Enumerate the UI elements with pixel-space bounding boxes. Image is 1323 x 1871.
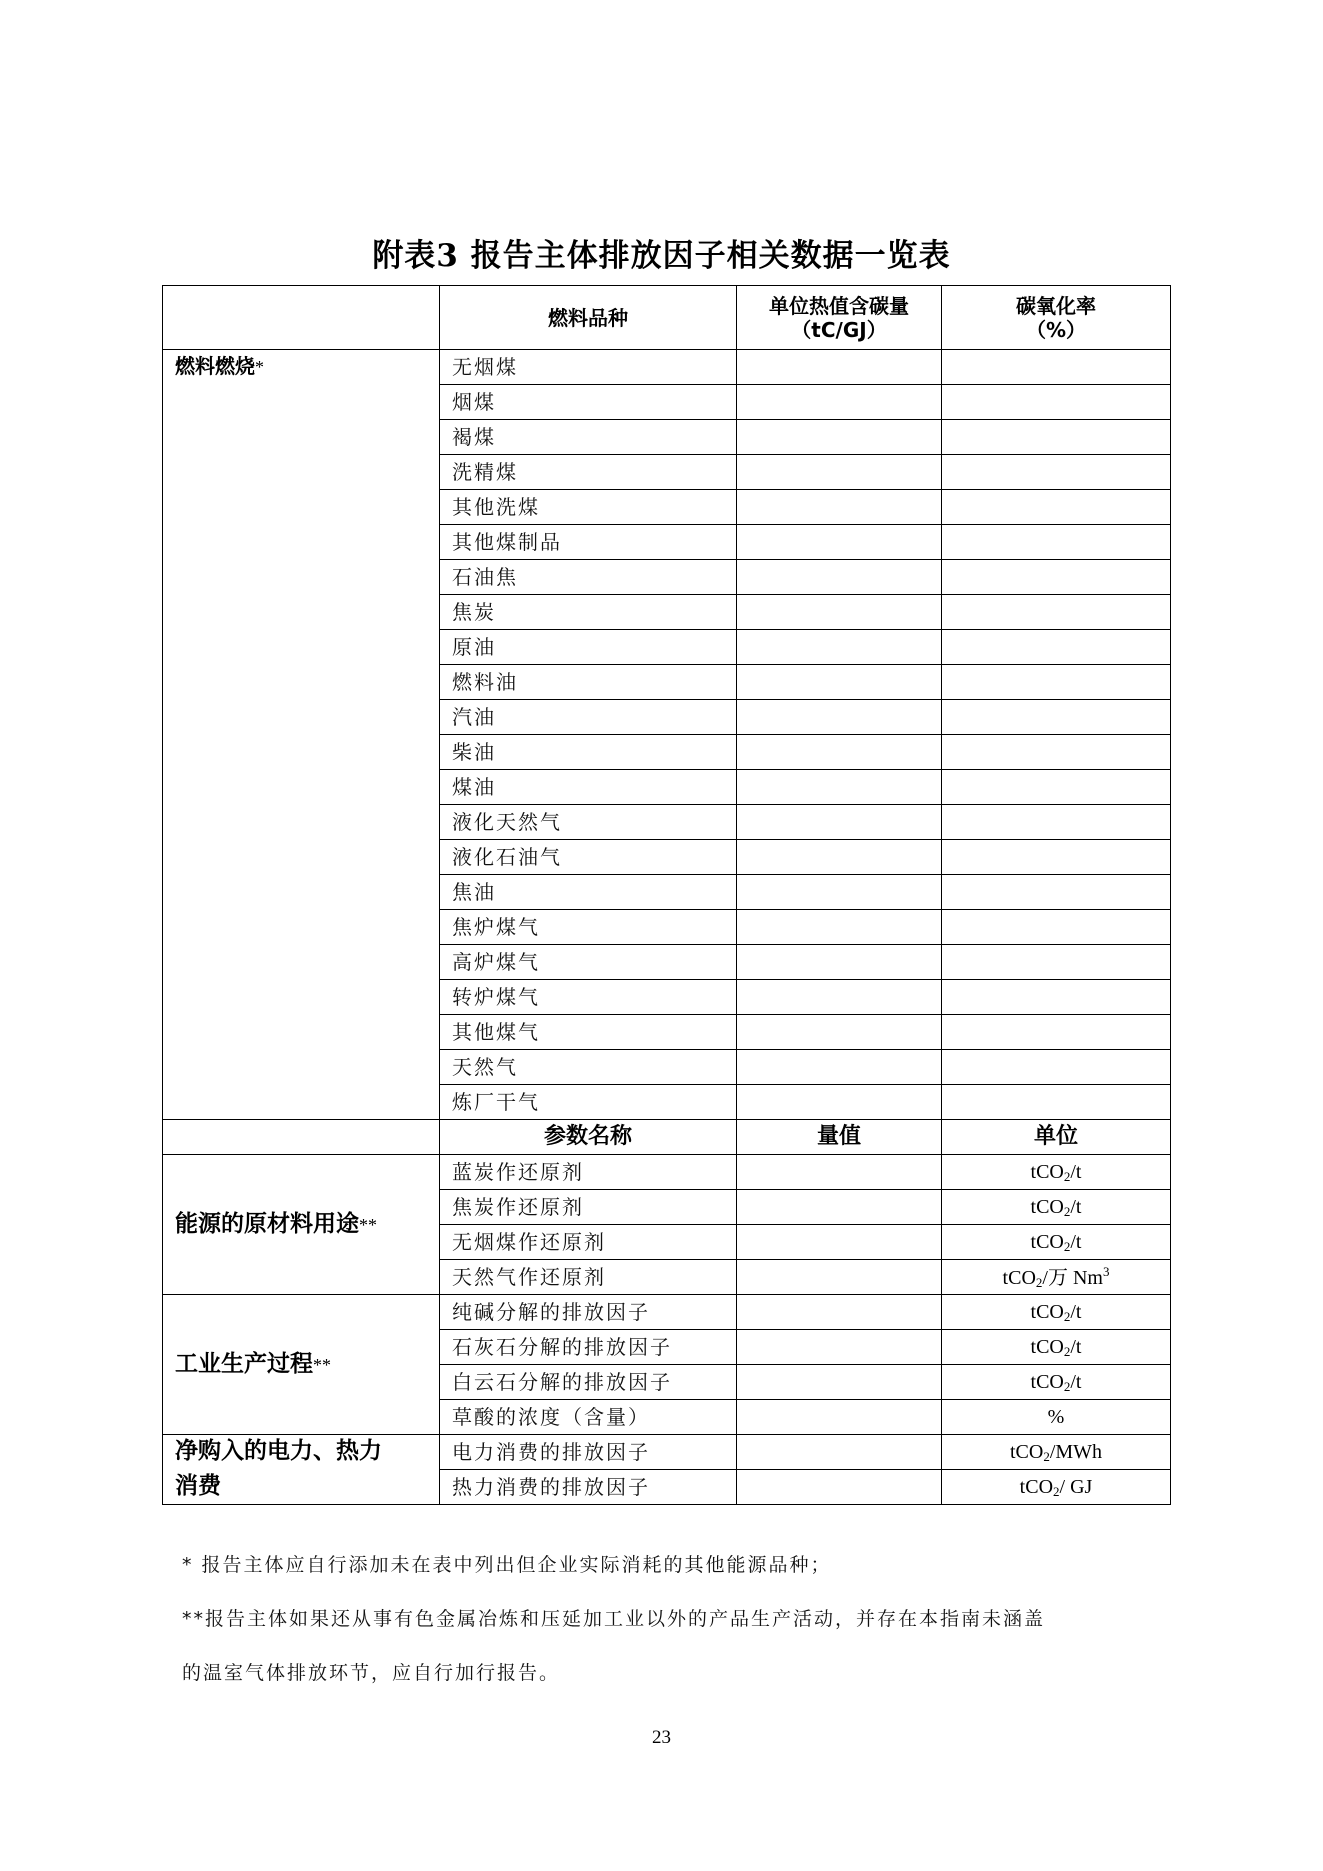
oxidation-rate-cell[interactable] — [942, 770, 1171, 805]
param-name: 蓝炭作还原剂 — [440, 1155, 737, 1190]
carbon-content-cell[interactable] — [737, 665, 942, 700]
category-raw-material-label: 能源的原材料用途 — [175, 1210, 359, 1237]
param-value-cell[interactable] — [737, 1435, 942, 1470]
table-row — [163, 1295, 1171, 1330]
carbon-content-cell[interactable] — [737, 560, 942, 595]
fuel-name: 无烟煤 — [440, 350, 737, 385]
header-fuel-type: 燃料品种 — [440, 286, 737, 350]
carbon-content-cell[interactable] — [737, 630, 942, 665]
oxidation-rate-cell[interactable] — [942, 980, 1171, 1015]
header-oxidation-rate-line1: 碳氧化率 — [1016, 293, 1096, 318]
fuel-name: 焦炭 — [440, 595, 737, 630]
oxidation-rate-cell[interactable] — [942, 420, 1171, 455]
unit-cell: tCO$_2$/MWh — [942, 1435, 1171, 1470]
carbon-content-cell[interactable] — [737, 595, 942, 630]
carbon-content-cell[interactable] — [737, 805, 942, 840]
fuel-name: 高炉煤气 — [440, 945, 737, 980]
param-name: 焦炭作还原剂 — [440, 1190, 737, 1225]
footnote-1: * 报告主体应自行添加未在表中列出但企业实际消耗的其他能源品种； — [182, 1554, 832, 1576]
unit-cell: tCO$_2$/ GJ — [942, 1470, 1171, 1505]
param-name: 天然气作还原剂 — [440, 1260, 737, 1295]
fuel-name: 汽油 — [440, 700, 737, 735]
header-value: 量值 — [737, 1120, 942, 1155]
oxidation-rate-cell[interactable] — [942, 1050, 1171, 1085]
header-carbon-content — [737, 286, 942, 350]
carbon-content-cell[interactable] — [737, 945, 942, 980]
param-name: 热力消费的排放因子 — [440, 1470, 737, 1505]
header-blank-cell — [163, 286, 440, 350]
param-value-cell[interactable] — [737, 1330, 942, 1365]
fuel-name: 其他洗煤 — [440, 490, 737, 525]
param-value-cell[interactable] — [737, 1260, 942, 1295]
table-row — [163, 1435, 1171, 1470]
carbon-content-cell[interactable] — [737, 525, 942, 560]
oxidation-rate-cell[interactable] — [942, 945, 1171, 980]
category-purchased-energy-2: 消费 — [163, 1470, 440, 1505]
carbon-content-cell[interactable] — [737, 385, 942, 420]
param-value-cell[interactable] — [737, 1155, 942, 1190]
carbon-content-cell[interactable] — [737, 350, 942, 385]
fuel-name: 柴油 — [440, 735, 737, 770]
fuel-name: 其他煤制品 — [440, 525, 737, 560]
footnote-2-line1: **报告主体如果还从事有色金属冶炼和压延加工业以外的产品生产活动，并存在本指南未涵盖 — [182, 1608, 1046, 1630]
oxidation-rate-cell[interactable] — [942, 350, 1171, 385]
oxidation-rate-cell[interactable] — [942, 595, 1171, 630]
oxidation-rate-cell[interactable] — [942, 910, 1171, 945]
category-fuel-combustion-mark: * — [255, 357, 264, 377]
oxidation-rate-cell[interactable] — [942, 805, 1171, 840]
header-unit: 单位 — [942, 1120, 1171, 1155]
fuel-name: 转炉煤气 — [440, 980, 737, 1015]
unit-cell: tCO$_2$/万 Nm$^3$ — [942, 1260, 1171, 1295]
fuel-name: 洗精煤 — [440, 455, 737, 490]
carbon-content-cell[interactable] — [737, 875, 942, 910]
fuel-name: 煤油 — [440, 770, 737, 805]
header-row-fuel — [163, 286, 1171, 350]
oxidation-rate-cell[interactable] — [942, 630, 1171, 665]
carbon-content-cell[interactable] — [737, 420, 942, 455]
fuel-name: 褐煤 — [440, 420, 737, 455]
oxidation-rate-cell[interactable] — [942, 490, 1171, 525]
param-value-cell[interactable] — [737, 1295, 942, 1330]
category-purchased-energy-1: 净购入的电力、热力 — [163, 1435, 440, 1470]
oxidation-rate-cell[interactable] — [942, 700, 1171, 735]
param-name: 石灰石分解的排放因子 — [440, 1330, 737, 1365]
param-value-cell[interactable] — [737, 1190, 942, 1225]
oxidation-rate-cell[interactable] — [942, 840, 1171, 875]
table-row — [163, 1470, 1171, 1505]
oxidation-rate-cell[interactable] — [942, 735, 1171, 770]
carbon-content-cell[interactable] — [737, 455, 942, 490]
carbon-content-cell[interactable] — [737, 1015, 942, 1050]
page-title: 附表3 报告主体排放因子相关数据一览表 — [372, 238, 951, 274]
category-fuel-combustion-label: 燃料燃烧 — [175, 354, 255, 378]
footnote-2-line2: 的温室气体排放环节，应自行加行报告。 — [182, 1662, 561, 1684]
fuel-name: 原油 — [440, 630, 737, 665]
oxidation-rate-cell[interactable] — [942, 1085, 1171, 1120]
emission-factor-table — [162, 285, 1171, 1505]
unit-cell: tCO$_2$/t — [942, 1365, 1171, 1400]
fuel-name: 天然气 — [440, 1050, 737, 1085]
category-fuel-combustion — [163, 350, 440, 1120]
header-param-name: 参数名称 — [440, 1120, 737, 1155]
fuel-name: 焦炉煤气 — [440, 910, 737, 945]
header-oxidation-rate — [942, 286, 1171, 350]
oxidation-rate-cell[interactable] — [942, 560, 1171, 595]
param-value-cell[interactable] — [737, 1365, 942, 1400]
fuel-name: 石油焦 — [440, 560, 737, 595]
carbon-content-cell[interactable] — [737, 980, 942, 1015]
oxidation-rate-cell[interactable] — [942, 1015, 1171, 1050]
unit-cell: % — [942, 1400, 1171, 1435]
fuel-name: 燃料油 — [440, 665, 737, 700]
oxidation-rate-cell[interactable] — [942, 455, 1171, 490]
category-raw-material-mark: ** — [359, 1214, 377, 1235]
carbon-content-cell[interactable] — [737, 770, 942, 805]
carbon-content-cell[interactable] — [737, 1050, 942, 1085]
param-name: 电力消费的排放因子 — [440, 1435, 737, 1470]
param-name: 无烟煤作还原剂 — [440, 1225, 737, 1260]
carbon-content-cell[interactable] — [737, 735, 942, 770]
header-carbon-content-line2: （tC/GJ） — [791, 317, 887, 342]
carbon-content-cell[interactable] — [737, 910, 942, 945]
fuel-name: 烟煤 — [440, 385, 737, 420]
param-value-cell[interactable] — [737, 1225, 942, 1260]
category-industrial-process — [163, 1295, 440, 1435]
page-number: 23 — [652, 1727, 671, 1748]
header2-blank-cell — [163, 1120, 440, 1155]
oxidation-rate-cell[interactable] — [942, 525, 1171, 560]
oxidation-rate-cell[interactable] — [942, 385, 1171, 420]
category-raw-material — [163, 1155, 440, 1295]
header-oxidation-rate-line2: （%） — [1025, 317, 1087, 342]
carbon-content-cell[interactable] — [737, 490, 942, 525]
param-value-cell[interactable] — [737, 1400, 942, 1435]
header-carbon-content-line1: 单位热值含碳量 — [769, 293, 909, 318]
fuel-name: 其他煤气 — [440, 1015, 737, 1050]
unit-cell: tCO$_2$/t — [942, 1330, 1171, 1365]
category-industrial-process-label: 工业生产过程 — [175, 1350, 313, 1377]
table-row — [163, 1155, 1171, 1190]
carbon-content-cell[interactable] — [737, 840, 942, 875]
unit-cell: tCO$_2$/t — [942, 1295, 1171, 1330]
unit-cell: tCO$_2$/t — [942, 1190, 1171, 1225]
unit-cell: tCO$_2$/t — [942, 1225, 1171, 1260]
category-industrial-process-mark: ** — [313, 1354, 331, 1375]
unit-cell: tCO$_2$/t — [942, 1155, 1171, 1190]
table-row — [163, 350, 1171, 385]
fuel-name: 焦油 — [440, 875, 737, 910]
oxidation-rate-cell[interactable] — [942, 875, 1171, 910]
header-row-param — [163, 1120, 1171, 1155]
param-name: 草酸的浓度（含量） — [440, 1400, 737, 1435]
carbon-content-cell[interactable] — [737, 700, 942, 735]
param-name: 纯碱分解的排放因子 — [440, 1295, 737, 1330]
fuel-name: 液化天然气 — [440, 805, 737, 840]
carbon-content-cell[interactable] — [737, 1085, 942, 1120]
fuel-name: 炼厂干气 — [440, 1085, 737, 1120]
param-name: 白云石分解的排放因子 — [440, 1365, 737, 1400]
fuel-name: 液化石油气 — [440, 840, 737, 875]
oxidation-rate-cell[interactable] — [942, 665, 1171, 700]
param-value-cell[interactable] — [737, 1470, 942, 1505]
